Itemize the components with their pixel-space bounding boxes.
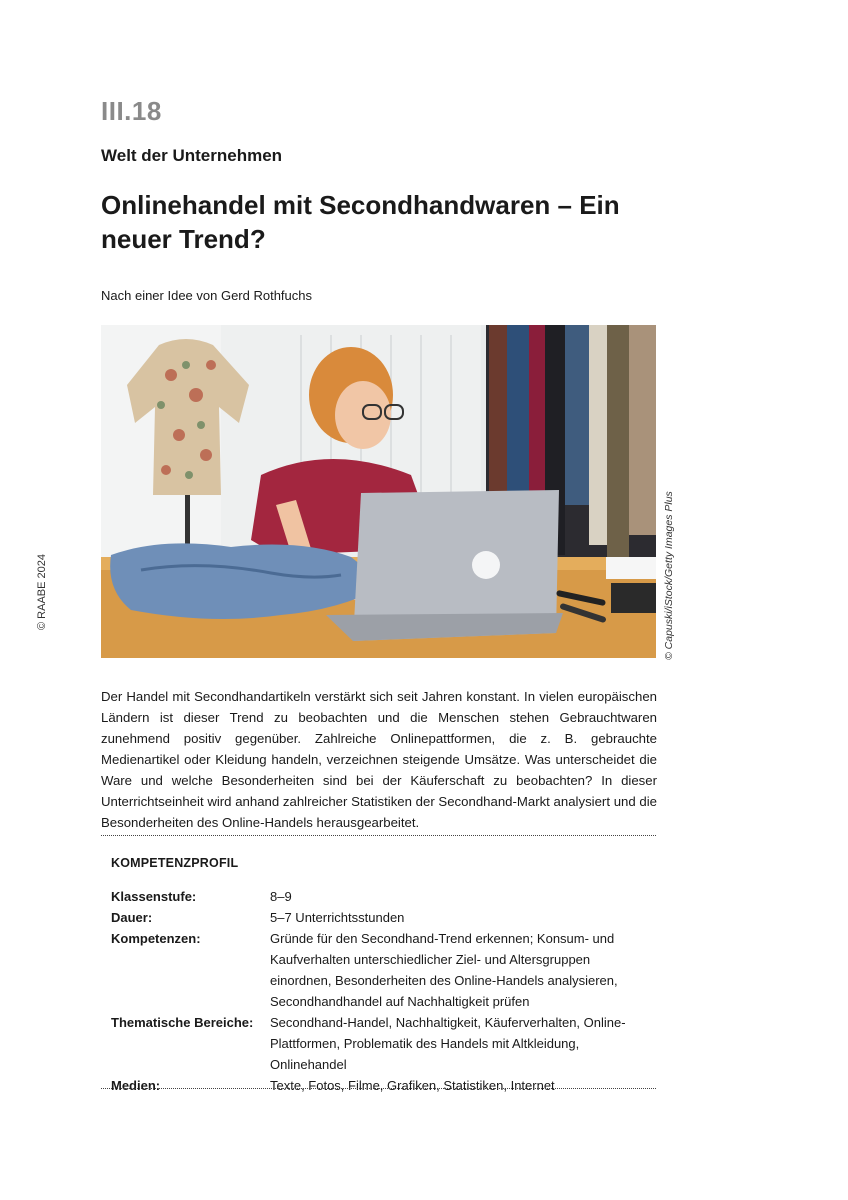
profile-divider-bottom bbox=[101, 1088, 656, 1089]
profile-value: Texte, Fotos, Filme, Grafiken, Statistiken, Internet bbox=[270, 1078, 555, 1093]
author-note: Nach einer Idee von Gerd Rothfuchs bbox=[101, 288, 313, 303]
category-heading: Welt der Unternehmen bbox=[101, 146, 283, 165]
profile-divider-top bbox=[101, 835, 656, 836]
photo-credit-text: © Capuski/iStock/Getty Images Plus bbox=[663, 491, 675, 660]
profile-row-media bbox=[111, 1075, 651, 1096]
profile-value: Secondhand-Handel, Nachhaltigkeit, Käuferverhalten, Online-Plattformen, Problematik des Handels mit Altkleidung, Onlinehandel bbox=[270, 1015, 626, 1072]
profile-label: Medien: bbox=[111, 1078, 161, 1093]
profile-label: Klassenstufe: bbox=[111, 889, 197, 904]
profile-row-duration bbox=[111, 907, 651, 928]
profile-label: Dauer: bbox=[111, 910, 153, 925]
copyright-note bbox=[22, 554, 62, 640]
photo-credit bbox=[660, 490, 680, 660]
copyright-text: © RAABE 2024 bbox=[36, 554, 48, 630]
profile-value: 8–9 bbox=[270, 889, 292, 904]
profile-label: Thematische Bereiche: bbox=[111, 1015, 254, 1030]
profile-row-competences bbox=[111, 928, 651, 1012]
profile-row-grade bbox=[111, 886, 651, 907]
profile-row-topics bbox=[111, 1012, 651, 1075]
page-title: Onlinehandel mit Secondhandwaren – Ein neuer Trend? bbox=[101, 190, 620, 254]
profile-heading: KOMPETENZPROFIL bbox=[111, 856, 239, 870]
profile-value: 5–7 Unterrichtsstunden bbox=[270, 910, 405, 925]
competence-profile bbox=[111, 886, 651, 1096]
profile-value: Gründe für den Secondhand-Trend erkennen; Konsum- und Kaufverhalten unterschiedlicher Ziel- und Altersgruppen einordnen, Besonderheiten des Online-Handels analysieren, Secondhandhandel auf Nachhaltigkeit prüfen bbox=[270, 931, 618, 1009]
cover-photo bbox=[101, 325, 656, 658]
intro-paragraph: Der Handel mit Secondhandartikeln verstärkt sich seit Jahren konstant. In vielen europäischen Ländern ist dieser Trend zu beobachten und die Menschen stehen Gebrauchtwaren zunehmend positiv gegenüber. Zahlreiche Onlinepattformen, die z. B. gebrauchte Medienartikel oder Kleidung handeln, verzeichnen steigende Umsätze. Was unterscheidet die Ware und welche Besonderheiten sind bei der Käuferschaft zu beobachten? In dieser Unterrichtseinheit wird anhand zahlreicher Statistiken der Secondhand-Markt analysiert und die Besonderheiten des Online-Handels herausgearbeitet. bbox=[101, 689, 657, 830]
profile-label: Kompetenzen: bbox=[111, 931, 201, 946]
series-number: III.18 bbox=[101, 96, 162, 126]
